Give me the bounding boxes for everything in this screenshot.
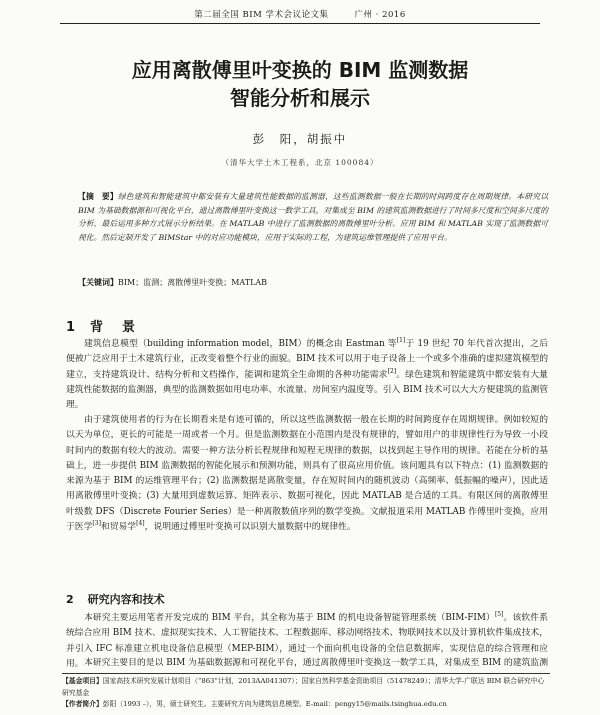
title-line-1: 应用离散傅里叶变换的 BIM 监测数据 [131, 58, 469, 82]
journal-name: 第二届全国 BIM 学术会议论文集 [194, 10, 329, 20]
abstract [78, 190, 548, 244]
citation-ref[interactable]: [3] [92, 520, 101, 528]
keywords [78, 276, 548, 289]
section-heading-background [66, 316, 138, 335]
section-number: 2 [66, 593, 74, 606]
body-paragraph-1 [66, 337, 548, 413]
author-bio-text: 彭阳（1993 –），男，硕士研究生。主要研究方向为建筑信息模型。E-mail：pengy15@mails.tsinghua.edu.cn [102, 700, 447, 708]
running-header [60, 8, 540, 24]
citation-ref[interactable]: [4] [136, 520, 145, 528]
funding-note [62, 676, 550, 699]
section-title: 研究内容和技术 [87, 593, 165, 606]
author-bio-note [62, 699, 550, 711]
footnotes [62, 673, 550, 711]
author-list: 彭 阳，胡振中 [252, 132, 348, 146]
text-run: ，说明通过傅里叶变换可以识别大量数据中的规律性。 [144, 522, 356, 533]
text-run: 。该软件系统综合应用 BIM 技术、虚拟现实技术、人工智能技术、工程数据库、移动网络技术、物联网技术以及计算机软件集成技术，并引入 IFC 标准建立机电设备信息模型（MEP-BIM），通过一个面向机电设备的全信息数据库，实现信息的综合管理和应用。 [66, 613, 548, 669]
text-run: 建筑信息模型（building information model，BIM）的概念由 Eastman 等 [84, 339, 397, 349]
text-run: 由于建筑使用者的行为在长期看来是有迹可循的，所以这些监测数据一般在长期的时间跨度存在周期规律。例如较短的以天为单位，更长的可能是一周或者一个月。但是监测数据在小范围内是没有规律的，譬如用户的非规律性行为导致一小段时间内的数据有较大的波动。需要一种方法分析长程规律和短程无规律的数据，以找到起主导作用的规律。若能在分析的基础上，进一步提供 BIM 监测数据的智能化展示和预测功能，则具有了很高应用价值。该问题具有以下特点：(1) 监测数据的来源为基于 BIM 的运维管理平台；(2) 监测数据是离散变量，存在短时间内的随机波动（高频率、低振幅的噪声），因此适用离散傅里叶变换；(3) 大量用到虚数运算、矩阵表示、数据可视化，因此 MATLAB 是合适的工具。有限区间的离散傅里叶级数 DFS（Discrete Fourier Series）是一种离散数值序列的数学变换。文献报道采用 MATLAB 作傅里叶变换，应用于医学 [66, 415, 548, 533]
citation-ref[interactable]: [5] [494, 611, 504, 619]
keywords-text: BIM；监测；离散傅里叶变换；MATLAB [118, 278, 268, 287]
abstract-text: 绿色建筑和智能建筑中都安装有大量建筑性能数据的监测器，这些监测数据一般在长期的时间跨度存在周期规律。本研究以 BIM 为基础数据源和可视化平台，通过离散傅里叶变换这一数学工具，对集成至 BIM 的建筑监测数据进行了时间多尺度和空间多尺度的分析，最后运用多种方式展示分析结果。在 MATLAB 中进行了监测数据的离散傅里叶分析。应用 BIM 和 MATLAB 实现了监测数据可视化。然后定制开发了 BIMStar 中的对应功能模块，应用于实际的工程，为建筑运维管理提供了应用平台。 [78, 192, 549, 242]
text-run: 。绿色建筑和智能建筑中都安装有大量建筑性能数据的监测器，典型的监测数据如用电功率、水流量、房间室内温度等。引入 BIM 技术可以大大方便建筑的监测管理。 [66, 369, 548, 411]
author-bio-label: 【作者简介】 [62, 700, 103, 708]
conference-location: 广州 · 2016 [354, 10, 406, 20]
citation-ref[interactable]: [1] [396, 337, 406, 345]
text-run: 于 19 世纪 70 年代首次提出，之后便被广泛应用于土木建筑行业，正改变着整个行业的面貌。BIM 技术可以用于电子设备上一个或多个准确的虚拟建筑模型的建立，支持建筑设计、结构分析和文档操作，能调和建筑全生命期的各种功能需求 [66, 339, 548, 380]
body-paragraph-4: 本研究主要目的是以 BIM 为基础数据源和可视化平台，通过离散傅里叶变换这一数学工具，对集成至 BIM 的建筑监测 [84, 658, 548, 668]
section-title: 背 景 [90, 320, 139, 335]
abstract-label: 【摘 要】 [78, 192, 118, 201]
text-run: 和贸易学 [100, 522, 137, 533]
title-line-2: 智能分析和展示 [230, 86, 370, 110]
affiliation: （清华大学土木工程系，北京 100084） [221, 158, 379, 167]
funding-text: 国家高技术研究发展计划项目（“863”计划，2013AA041307）；国家自然科学基金资助项目（51478249）；清华大学-广联达 BIM 联合研究中心研究基金 [62, 677, 545, 697]
keywords-label: 【关键词】 [78, 277, 118, 287]
body-paragraph-2 [66, 413, 548, 535]
paper-title [40, 56, 560, 112]
section-heading-research [66, 591, 165, 607]
section-number: 1 [66, 320, 79, 335]
text-run: 本研究主要运用笔者开发完成的 BIM 平台，其全称为基于 BIM 的机电设备智能管理系统（BIM-FIM） [84, 613, 495, 623]
funding-label: 【基金项目】 [62, 677, 103, 685]
citation-ref[interactable]: [2] [387, 367, 397, 375]
